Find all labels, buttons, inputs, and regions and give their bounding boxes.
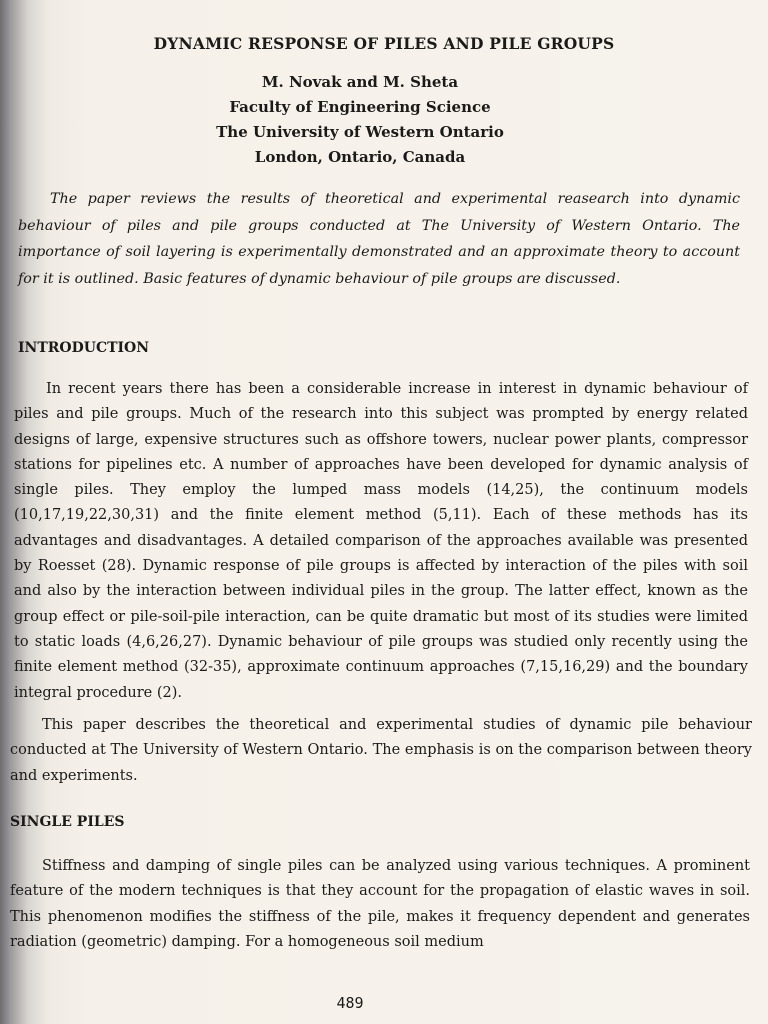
- single-piles-paragraph-1: [10, 854, 750, 955]
- single-piles-paragraph-1-text: Stiffness and damping of single piles can be analyzed using various techniques. A prominent feature of the modern techniques is that they account for the propagation of elastic waves in soil. This phenomenon modifies the stiffness of the pile, makes it frequency dependent and generates radiation (geometric) damping. For a homogeneous soil medium: [10, 858, 750, 950]
- author-university: The University of Western Ontario: [216, 123, 504, 141]
- author-names: M. Novak and M. Sheta: [261, 73, 459, 91]
- author-faculty: Faculty of Engineering Science: [229, 98, 491, 116]
- page-number: 489: [336, 994, 364, 1012]
- introduction-paragraph-1: [14, 377, 748, 706]
- section-heading-introduction: INTRODUCTION: [18, 340, 150, 356]
- introduction-paragraph-2: [10, 713, 752, 789]
- abstract-text: The paper reviews the results of theoretical and experimental reasearch into dynamic behaviour of piles and pile groups conducted at The University of Western Ontario. The importance of soil layering is experimentally demonstrated and an approximate theory to account for it is outlined. Basic features of dynamic behaviour of pile groups are discussed.: [18, 191, 740, 287]
- introduction-paragraph-2-text: This paper describes the theoretical and experimental studies of dynamic pile behaviour conducted at The University of Western Ontario. The emphasis is on the comparison between theory and experiments.: [10, 717, 752, 784]
- author-location: London, Ontario, Canada: [254, 148, 466, 166]
- author-block: [0, 70, 720, 170]
- section-heading-single-piles: SINGLE PILES: [10, 814, 125, 830]
- introduction-paragraph-1-text: In recent years there has been a considerable increase in interest in dynamic behaviour of piles and pile groups. Much of the research into this subject was prompted by energy related designs of large, expensive structures such as offshore towers, nuclear power plants, compressor stations for pipelines etc. A number of approaches have been developed for dynamic analysis of single piles. They employ the lumped mass models (14,25), the continuum models (10,17,19,22,30,31) and the finite element method (5,11). Each of these methods has its advantages and disadvantages. A detailed comparison of the approaches available was presented by Roesset (28). Dynamic response of pile groups is affected by interaction of the piles with soil and also by the interaction between individual piles in the group. The latter effect, known as the group effect or pile-soil-pile interaction, can be quite dramatic but most of its studies were limited to static loads (4,6,26,27). Dynamic behaviour of pile groups was studied only recently using the finite element method (32-35), approximate continuum approaches (7,15,16,29) and the boundary integral procedure (2).: [14, 381, 748, 701]
- abstract: [18, 186, 740, 292]
- paper-title: DYNAMIC RESPONSE OF PILES AND PILE GROUPS: [153, 34, 615, 53]
